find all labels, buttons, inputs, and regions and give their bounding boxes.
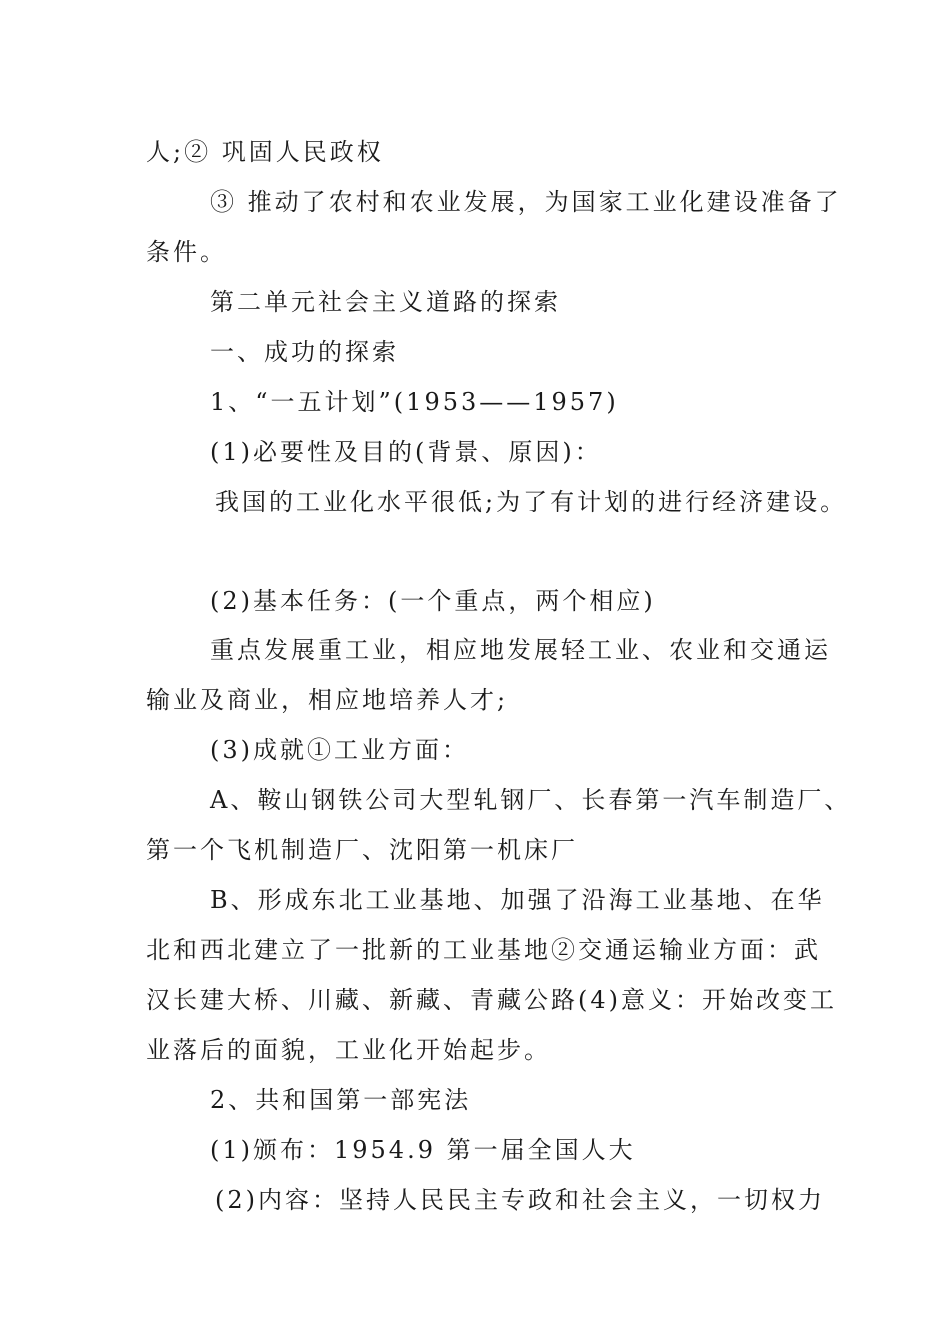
text-line: (1)必要性及目的(背景、原因)： [210, 438, 602, 466]
item-heading: 2、共和国第一部宪法 [210, 1086, 472, 1114]
text-line: 我国的工业化水平很低;为了有计划的进行经济建设。 [215, 488, 848, 516]
text-line: 输业及商业，相应地培养人才; [146, 686, 509, 714]
text-line: 北和西北建立了一批新的工业基地②交通运输业方面：武 [146, 936, 821, 964]
text-line: 汉长建大桥、川藏、新藏、青藏公路(4)意义：开始改变工 [146, 986, 837, 1014]
text-line: (2)内容：坚持人民民主专政和社会主义，一切权力 [215, 1186, 825, 1214]
text-line: ③ 推动了农村和农业发展，为国家工业化建设准备了 [210, 188, 842, 216]
text-line: 条件。 [146, 238, 227, 266]
text-line: 业落后的面貌，工业化开始起步。 [146, 1036, 551, 1064]
text-line: (1)颁布：1954.9 第一届全国人大 [210, 1136, 636, 1164]
text-line: (3)成就①工业方面： [210, 736, 469, 764]
subsection-heading: 一、成功的探索 [210, 338, 399, 366]
text-line: 人;② 巩固人民政权 [146, 138, 384, 166]
section-heading: 第二单元社会主义道路的探索 [210, 288, 561, 316]
text-line: 第一个飞机制造厂、沈阳第一机床厂 [146, 836, 578, 864]
text-line: B、形成东北工业基地、加强了沿海工业基地、在华 [210, 886, 825, 914]
text-line: 重点发展重工业，相应地发展轻工业、农业和交通运 [210, 636, 831, 664]
text-line: (2)基本任务：(一个重点，两个相应) [210, 587, 656, 615]
text-line: A、鞍山钢铁公司大型轧钢厂、长春第一汽车制造厂、 [210, 786, 852, 814]
item-heading: 1、“一五计划”(1953——1957) [210, 388, 619, 416]
